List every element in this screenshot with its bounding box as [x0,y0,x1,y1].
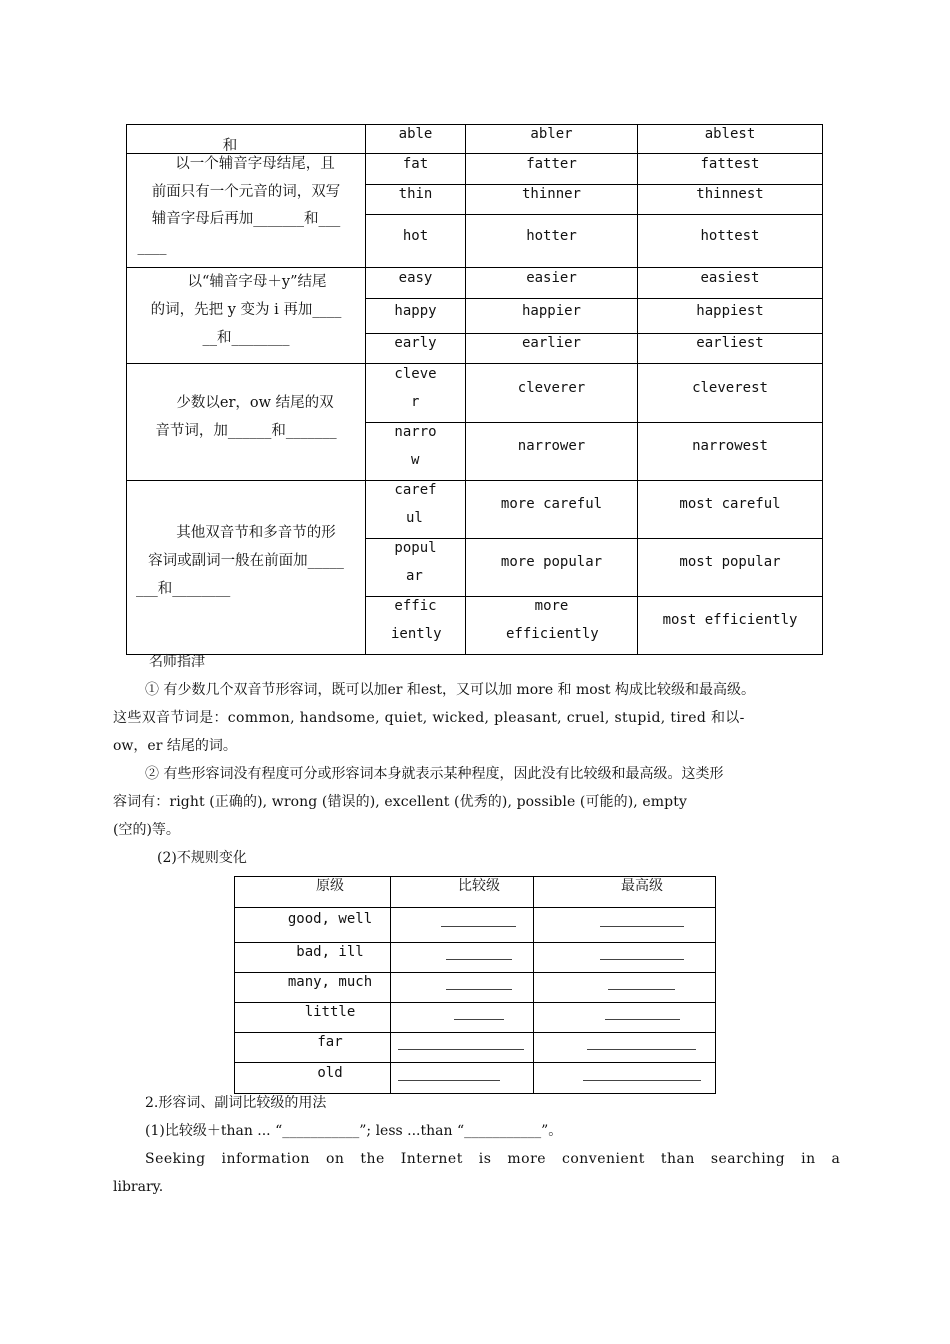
base-word: good, well [287,911,373,927]
rule-text: 音节词，加______和_______ [155,423,337,439]
base-word: ul [406,510,423,526]
example-sentence: Seeking information on the Internet is more convenient than searching in a [145,1151,841,1167]
superlative-word: thinnest [696,186,764,202]
base-word: happy [394,303,437,319]
answer-blank[interactable] [454,1019,504,1020]
answer-blank[interactable] [446,959,512,960]
comparative-word: easier [526,270,577,286]
base-word: w [411,452,420,468]
answer-blank[interactable] [398,1080,500,1081]
rule-text: 其他双音节和多音节的形 [176,525,336,541]
superlative-word: cleverest [692,380,768,396]
superlative-word: happiest [696,303,764,319]
base-word: easy [398,270,433,286]
usage-rule: (1)比较级＋than ... “___________”; less ...than “___________”。 [145,1123,563,1139]
answer-blank[interactable] [600,959,684,960]
base-word: bad, ill [296,944,364,960]
rule-text: 辅音字母后再加_______和___ [151,211,341,227]
section-title: (2)不规则变化 [157,850,247,866]
comparative-word: cleverer [517,380,586,396]
answer-blank[interactable] [600,926,684,927]
superlative-word: easiest [700,270,760,286]
note-paragraph-1: ① 有少数几个双音节形容词，既可以加er 和est，又可以加 more 和 most 构成比较级和最高级。 [145,682,755,698]
superlative-word: hottest [700,228,760,244]
base-word: hot [402,228,429,244]
note-paragraph-1: ow，er 结尾的词。 [113,738,237,754]
base-word: old [317,1065,343,1081]
superlative-word: fattest [700,156,760,172]
base-word: narro [394,424,437,440]
answer-blank[interactable] [398,1049,524,1050]
superlative-word: narrowest [692,438,768,454]
rule-text: __和________ [202,330,290,346]
section-title: 2.形容词、副词比较级的用法 [145,1095,327,1111]
base-word: far [317,1034,343,1050]
superlative-word: most popular [679,554,781,570]
base-word: early [394,335,437,351]
notes-title: 名师指津 [149,654,205,670]
rule-text: 以“辅音字母＋y”结尾 [187,274,327,290]
comparative-word: abler [530,126,573,142]
superlative-word: most efficiently [662,612,798,628]
comparative-word: more [534,598,569,614]
comparative-word: thinner [521,186,581,202]
comparative-word: happier [521,303,581,319]
base-word: effic [394,598,437,614]
superlative-word: ablest [704,126,756,142]
comparative-word: more careful [500,496,603,512]
base-word: caref [394,482,437,498]
answer-blank[interactable] [446,989,512,990]
comparative-word: efficiently [506,626,599,642]
example-sentence: library. [113,1179,164,1195]
answer-blank[interactable] [583,1080,701,1081]
rule-text: 少数以er，ow 结尾的双 [176,395,334,411]
note-paragraph-1: 这些双音节词是：common, handsome, quiet, wicked, pleasant, cruel, stupid, tired 和以- [113,710,745,726]
rule-text: 和 [222,138,238,154]
base-word: thin [398,186,433,202]
comparative-word: fatter [526,156,577,172]
rule-text: 前面只有一个元音的词，双写 [151,184,341,200]
header-comparative: 比较级 [458,878,500,894]
superlative-word: most careful [679,496,781,512]
answer-blank[interactable] [441,926,516,927]
rule-text: ___和________ [136,581,231,597]
base-word: able [398,126,433,142]
rule-text: 容词或副词一般在前面加_____ [148,553,344,569]
base-word: ar [406,568,423,584]
note-paragraph-2: ② 有些形容词没有程度可分或形容词本身就表示某种程度，因此没有比较级和最高级。这类形 [145,766,724,782]
comparative-word: narrower [517,438,586,454]
comparative-word: earlier [521,335,581,351]
base-word: popul [394,540,437,556]
superlative-word: earliest [696,335,764,351]
base-word: many, much [287,974,373,990]
note-paragraph-2: 容词有：right (正确的), wrong (错误的), excellent (优秀的), possible (可能的), empty [113,794,687,810]
base-word: fat [402,156,429,172]
header-superlative: 最高级 [621,878,663,894]
base-word: cleve [394,366,437,382]
rule-text: ____ [137,239,167,255]
answer-blank[interactable] [587,1049,696,1050]
base-word: iently [391,626,442,642]
rule-text: 以一个辅音字母结尾，且 [175,156,335,172]
answer-blank[interactable] [605,1019,680,1020]
note-paragraph-2: (空的)等。 [113,822,180,838]
base-word: r [411,394,420,410]
comparative-word: hotter [526,228,577,244]
base-word: little [304,1004,356,1020]
rule-text: 的词，先把 y 变为 i 再加____ [150,302,342,318]
header-base: 原级 [316,878,344,894]
comparative-word: more popular [500,554,603,570]
answer-blank[interactable] [608,989,675,990]
